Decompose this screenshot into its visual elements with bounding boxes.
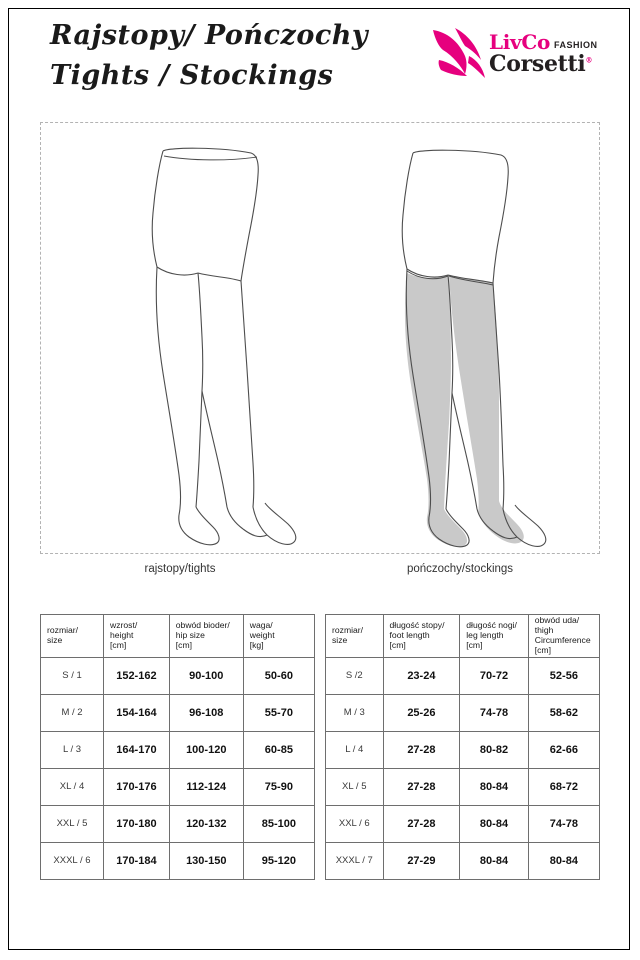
tights-header-hip-size: obwód bioder/ hip size [cm] <box>169 615 243 658</box>
illustration-panel <box>40 122 600 554</box>
cell-leg-length: 70-72 <box>460 658 529 695</box>
cell-weight: 55-70 <box>243 695 314 732</box>
caption-tights: rajstopy/tights <box>144 563 216 575</box>
cell-height: 164-170 <box>104 732 170 769</box>
stockings-size-table <box>325 614 600 880</box>
cell-thigh: 52-56 <box>528 658 599 695</box>
tights-header-height: wzrost/ height [cm] <box>104 615 170 658</box>
page-title <box>50 22 450 89</box>
table-row <box>41 806 315 843</box>
cell-size: M / 3 <box>326 695 384 732</box>
cell-thigh: 74-78 <box>528 806 599 843</box>
cell-foot-length: 27-29 <box>383 843 460 880</box>
logo-corsetti-text: Corsetti <box>489 51 586 77</box>
cell-weight: 60-85 <box>243 732 314 769</box>
cell-leg-length: 80-82 <box>460 732 529 769</box>
logo-mark-icon <box>425 26 487 84</box>
cell-size: S / 1 <box>41 658 104 695</box>
cell-size: XL / 4 <box>41 769 104 806</box>
cell-leg-length: 80-84 <box>460 769 529 806</box>
cell-size: S /2 <box>326 658 384 695</box>
cell-thigh: 68-72 <box>528 769 599 806</box>
table-row <box>326 806 600 843</box>
cell-hip: 130-150 <box>169 843 243 880</box>
table-row <box>326 695 600 732</box>
tights-header-weight: waga/ weight [kg] <box>243 615 314 658</box>
stockings-size-table-wrapper <box>325 614 600 880</box>
stockings-illustration <box>351 123 591 555</box>
table-row <box>41 695 315 732</box>
stockings-header-thigh: obwód uda/ thigh Circumference [cm] <box>528 615 599 658</box>
cell-size: L / 3 <box>41 732 104 769</box>
cell-leg-length: 80-84 <box>460 843 529 880</box>
cell-height: 170-176 <box>104 769 170 806</box>
table-row <box>326 732 600 769</box>
cell-size: XXXL / 7 <box>326 843 384 880</box>
table-header-row <box>326 615 600 658</box>
table-row <box>41 769 315 806</box>
cell-foot-length: 27-28 <box>383 806 460 843</box>
cell-leg-length: 74-78 <box>460 695 529 732</box>
logo-wordmark <box>489 32 601 75</box>
cell-leg-length: 80-84 <box>460 806 529 843</box>
cell-height: 170-184 <box>104 843 170 880</box>
cell-weight: 75-90 <box>243 769 314 806</box>
cell-thigh: 62-66 <box>528 732 599 769</box>
header <box>40 22 600 117</box>
cell-hip: 100-120 <box>169 732 243 769</box>
tights-size-table <box>40 614 315 880</box>
cell-weight: 95-120 <box>243 843 314 880</box>
brand-logo <box>425 26 600 88</box>
logo-livco-text: LivCo <box>489 30 551 54</box>
cell-foot-length: 25-26 <box>383 695 460 732</box>
title-line-polish: Rajstopy/ Pończochy <box>50 20 369 51</box>
cell-hip: 96-108 <box>169 695 243 732</box>
cell-hip: 90-100 <box>169 658 243 695</box>
table-row <box>326 658 600 695</box>
tights-size-table-wrapper <box>40 614 315 880</box>
cell-foot-length: 27-28 <box>383 769 460 806</box>
logo-registered-mark: ® <box>585 55 593 65</box>
table-row <box>41 732 315 769</box>
cell-height: 154-164 <box>104 695 170 732</box>
cell-size: XL / 5 <box>326 769 384 806</box>
cell-foot-length: 27-28 <box>383 732 460 769</box>
table-row <box>41 843 315 880</box>
tights-header-size: rozmiar/ size <box>41 615 104 658</box>
title-line-english: Tights / Stockings <box>50 60 334 91</box>
stockings-header-size: rozmiar/ size <box>326 615 384 658</box>
cell-height: 170-180 <box>104 806 170 843</box>
table-row <box>326 769 600 806</box>
table-row <box>41 658 315 695</box>
logo-livco-row <box>489 32 601 52</box>
cell-thigh: 58-62 <box>528 695 599 732</box>
table-row <box>326 843 600 880</box>
cell-thigh: 80-84 <box>528 843 599 880</box>
cell-height: 152-162 <box>104 658 170 695</box>
table-header-row <box>41 615 315 658</box>
stockings-header-foot-length: długość stopy/ foot length [cm] <box>383 615 460 658</box>
tights-illustration <box>101 123 341 555</box>
caption-stockings: pończochy/stockings <box>406 563 514 575</box>
cell-hip: 112-124 <box>169 769 243 806</box>
cell-hip: 120-132 <box>169 806 243 843</box>
cell-weight: 85-100 <box>243 806 314 843</box>
cell-size: XXL / 6 <box>326 806 384 843</box>
cell-size: XXL / 5 <box>41 806 104 843</box>
cell-size: M / 2 <box>41 695 104 732</box>
cell-size: L / 4 <box>326 732 384 769</box>
cell-weight: 50-60 <box>243 658 314 695</box>
stockings-header-leg-length: długość nogi/ leg length [cm] <box>460 615 529 658</box>
cell-foot-length: 23-24 <box>383 658 460 695</box>
logo-fashion-text: FASHION <box>554 40 598 50</box>
logo-corsetti-row <box>489 53 601 75</box>
cell-size: XXXL / 6 <box>41 843 104 880</box>
